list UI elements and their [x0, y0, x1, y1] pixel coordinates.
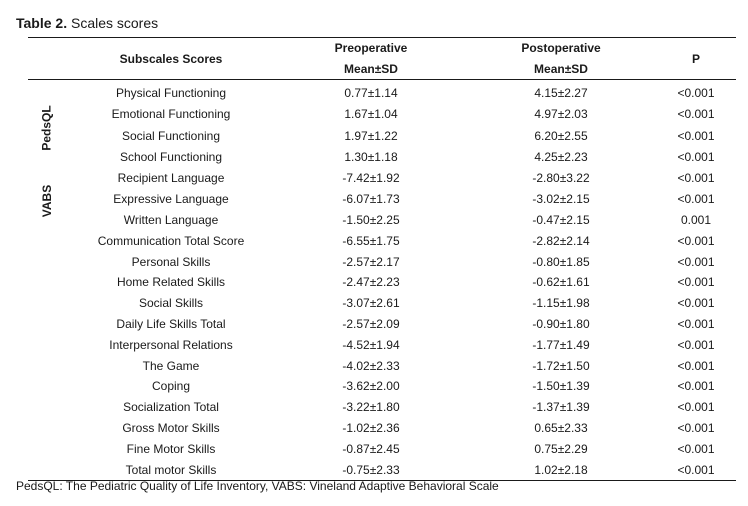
table-caption — [16, 14, 158, 32]
cell-p-value: <0.001 — [677, 296, 715, 311]
cell-preoperative: -2.57±2.09 — [342, 316, 400, 331]
table-row — [28, 334, 736, 355]
cell-postoperative: -1.50±1.39 — [532, 379, 590, 394]
header-postoperative: Postoperative — [521, 41, 601, 55]
cell-p-value: <0.001 — [677, 171, 715, 186]
cell-subscale: Fine Motor Skills — [126, 441, 216, 456]
cell-p-value: <0.001 — [677, 441, 715, 456]
table-row — [28, 397, 736, 418]
cell-postoperative: 0.75±2.29 — [534, 441, 588, 456]
cell-postoperative: 6.20±2.55 — [534, 128, 588, 143]
cell-subscale: Social Functioning — [121, 128, 221, 143]
table-row — [28, 293, 736, 314]
group-label-pedsql: PedsQL — [40, 105, 55, 151]
header-group-cell — [28, 38, 66, 80]
cell-p-value: <0.001 — [677, 275, 715, 290]
cell-subscale: Written Language — [123, 212, 219, 227]
table-title: Scales scores — [67, 15, 159, 31]
scores-table — [28, 37, 736, 481]
cell-preoperative: -2.47±2.23 — [342, 275, 400, 290]
cell-p-value: <0.001 — [677, 379, 715, 394]
table-row — [28, 146, 736, 168]
table-row — [28, 251, 736, 272]
cell-preoperative: -7.42±1.92 — [342, 171, 400, 186]
cell-p-value: <0.001 — [677, 254, 715, 269]
cell-subscale: Socialization Total — [123, 400, 219, 415]
cell-preoperative: -6.07±1.73 — [342, 192, 400, 207]
header-p: P — [691, 51, 700, 66]
header-preoperative: Preoperative — [334, 41, 408, 55]
cell-postoperative: 4.25±2.23 — [534, 150, 588, 165]
cell-postoperative: -0.62±1.61 — [532, 275, 590, 290]
cell-postoperative: -0.80±1.85 — [532, 254, 590, 269]
header-row-1 — [28, 38, 736, 59]
table-row — [28, 438, 736, 459]
cell-p-value: <0.001 — [677, 400, 715, 415]
cell-subscale: Recipient Language — [117, 171, 225, 186]
header-post-mean-sd: Mean±SD — [534, 61, 588, 76]
cell-preoperative: -4.52±1.94 — [342, 337, 400, 352]
cell-p-value: <0.001 — [677, 192, 715, 207]
cell-subscale: The Game — [142, 358, 200, 373]
cell-postoperative: 4.15±2.27 — [534, 85, 588, 100]
table-row — [28, 230, 736, 251]
cell-postoperative: -0.90±1.80 — [532, 316, 590, 331]
cell-postoperative: 1.02±2.18 — [534, 462, 588, 477]
group-cell-vabs — [28, 168, 66, 480]
cell-subscale: Interpersonal Relations — [109, 337, 233, 352]
cell-postoperative: 4.97±2.03 — [534, 107, 588, 122]
cell-postoperative: -2.80±3.22 — [532, 171, 590, 186]
table-row — [28, 104, 736, 125]
header-pre-mean-sd: Mean±SD — [344, 61, 398, 76]
cell-subscale: Emotional Functioning — [111, 107, 231, 122]
cell-subscale: School Functioning — [119, 150, 223, 165]
cell-postoperative: -1.37±1.39 — [532, 400, 590, 415]
table-row — [28, 168, 736, 189]
table-row — [28, 355, 736, 376]
table-row — [28, 272, 736, 293]
table-row — [28, 125, 736, 146]
cell-preoperative: -2.57±2.17 — [342, 254, 400, 269]
cell-subscale: Home Related Skills — [116, 275, 226, 290]
cell-p-value: <0.001 — [677, 337, 715, 352]
cell-preoperative: 0.77±1.14 — [344, 85, 398, 100]
cell-postoperative: 0.65±2.33 — [534, 420, 588, 435]
cell-preoperative: -3.07±2.61 — [342, 296, 400, 311]
group-label-vabs: VABS — [39, 184, 54, 218]
cell-subscale: Daily Life Skills Total — [116, 316, 226, 331]
cell-p-value: <0.001 — [677, 128, 715, 143]
cell-p-value: <0.001 — [677, 150, 715, 165]
table-row — [28, 418, 736, 439]
table-row — [28, 376, 736, 397]
cell-preoperative: -3.62±2.00 — [342, 379, 400, 394]
cell-p-value: <0.001 — [677, 358, 715, 373]
cell-preoperative: -1.50±2.25 — [342, 212, 400, 227]
cell-p-value: 0.001 — [680, 212, 712, 227]
table-row — [28, 314, 736, 335]
cell-subscale: Social Skills — [138, 296, 204, 311]
cell-subscale: Personal Skills — [131, 254, 211, 269]
cell-preoperative: 1.67±1.04 — [344, 107, 398, 122]
cell-postoperative: -1.15±1.98 — [532, 296, 590, 311]
cell-preoperative: -1.02±2.36 — [342, 420, 400, 435]
table-footnote: PedsQL: The Pediatric Quality of Life Inventory, VABS: Vineland Adaptive Behavioral Scale — [16, 479, 499, 493]
cell-subscale: Coping — [151, 379, 191, 394]
cell-preoperative: -0.87±2.45 — [342, 441, 400, 456]
cell-preoperative: 1.30±1.18 — [344, 150, 398, 165]
cell-p-value: <0.001 — [677, 107, 715, 122]
cell-postoperative: -0.47±2.15 — [532, 212, 590, 227]
cell-subscale: Gross Motor Skills — [122, 420, 220, 435]
cell-p-value: <0.001 — [677, 420, 715, 435]
cell-postoperative: -3.02±2.15 — [532, 192, 590, 207]
cell-p-value: <0.001 — [677, 85, 715, 100]
table-row — [28, 189, 736, 210]
cell-preoperative: -6.55±1.75 — [342, 233, 400, 248]
header-subscales: Subscales Scores — [119, 51, 223, 66]
cell-subscale: Total motor Skills — [125, 462, 217, 477]
cell-preoperative: 1.97±1.22 — [344, 128, 398, 143]
table-number: Table 2. — [16, 15, 68, 31]
cell-p-value: <0.001 — [677, 462, 715, 477]
cell-preoperative: -4.02±2.33 — [342, 358, 400, 373]
cell-postoperative: -1.77±1.49 — [532, 337, 590, 352]
table-body — [28, 80, 736, 481]
table-row — [28, 210, 736, 231]
cell-preoperative: -3.22±1.80 — [342, 400, 400, 415]
cell-p-value: <0.001 — [677, 233, 715, 248]
cell-subscale: Expressive Language — [113, 192, 229, 207]
cell-postoperative: -1.72±1.50 — [532, 358, 590, 373]
cell-subscale: Physical Functioning — [115, 85, 227, 100]
table-row — [28, 80, 736, 104]
cell-preoperative: -0.75±2.33 — [342, 462, 400, 477]
cell-subscale: Communication Total Score — [97, 233, 245, 248]
cell-p-value: <0.001 — [677, 316, 715, 331]
cell-postoperative: -2.82±2.14 — [532, 233, 590, 248]
group-cell-pedsql — [28, 80, 66, 169]
